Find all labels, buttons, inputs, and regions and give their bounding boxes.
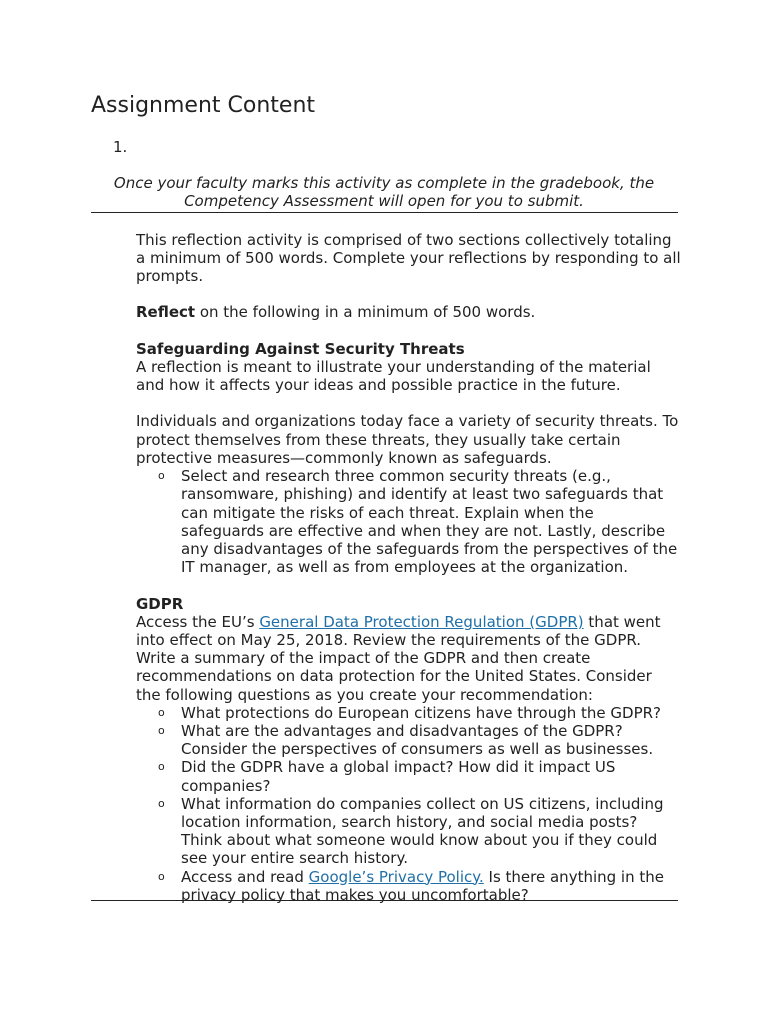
list-item: o What are the advantages and disadvantages of the GDPR? Consider the perspectives of consumers as well as businesses.	[158, 721, 654, 759]
assignment-body	[136, 231, 681, 904]
list-item: o Did the GDPR have a global impact? How did it impact US companies?	[158, 758, 616, 795]
reflect-bold: Reflect	[136, 303, 196, 322]
list-item: o Access and read Google’s Privacy Policy. Is there anything in the privacy policy that makes you uncomfortable?	[158, 867, 664, 904]
gdpr-link[interactable]: General Data Protection Regulation (GDPR)	[259, 612, 584, 631]
top-divider	[91, 212, 678, 213]
bullet-icon: o	[158, 469, 165, 483]
section-heading-gdpr: GDPR	[136, 594, 184, 613]
list-item: o What protections do European citizens have through the GDPR?	[158, 703, 661, 722]
section-heading-security: Safeguarding Against Security Threats	[136, 339, 465, 358]
completion-notice: Once your faculty marks this activity as complete in the gradebook, the Competency Assessment will open for you to submit.	[113, 174, 655, 211]
bullet-icon: o	[158, 869, 165, 883]
list-item: o Select and research three common security threats (e.g., ransomware, phishing) and identify at least two safeguards that can mitigate the risks of each threat. Explain when the safeguards are effective and when they are not. Lastly, describe any disadvantages of the safeguards from the perspectives of the IT manager, as well as from employees at the organization.	[158, 467, 678, 577]
bullet-icon: o	[158, 796, 165, 810]
bullet-icon: o	[158, 705, 165, 719]
privacy-policy-link[interactable]: Google’s Privacy Policy.	[308, 867, 484, 886]
security-paragraph-2: Individuals and organizations today face a variety of security threats. To protect themselves from these threats, they usually take certain protective measures—commonly known as safeguards.	[136, 412, 679, 467]
list-item: o What information do companies collect on US citizens, including location information, search history, and social media posts? Think about what someone would know about you if they could see your entire search history.	[158, 794, 664, 868]
security-prompts	[136, 467, 681, 576]
reflect-rest: on the following in a minimum of 500 words.	[195, 303, 536, 322]
bullet-icon: o	[158, 760, 165, 774]
reflect-instruction	[136, 303, 681, 321]
security-paragraph-1: A reflection is meant to illustrate your understanding of the material and how it affects your ideas and possible practice in the future.	[136, 357, 651, 395]
gdpr-paragraph: Access the EU’s General Data Protection Regulation (GDPR) that went into effect on May 25, 2018. Review the requirements of the GDPR. Write a summary of the impact of the GDPR and then create recommendations on data protection for the United States. Consider the following questions as you create your recommendation:	[136, 612, 661, 704]
item-number: 1.	[113, 138, 128, 156]
gdpr-prompts	[136, 704, 681, 904]
bottom-divider	[91, 900, 678, 901]
page-title: Assignment Content	[91, 93, 316, 118]
bullet-icon: o	[158, 723, 165, 737]
intro-paragraph: This reflection activity is comprised of two sections collectively totaling a minimum of 500 words. Complete your reflections by responding to all prompts.	[136, 230, 681, 285]
